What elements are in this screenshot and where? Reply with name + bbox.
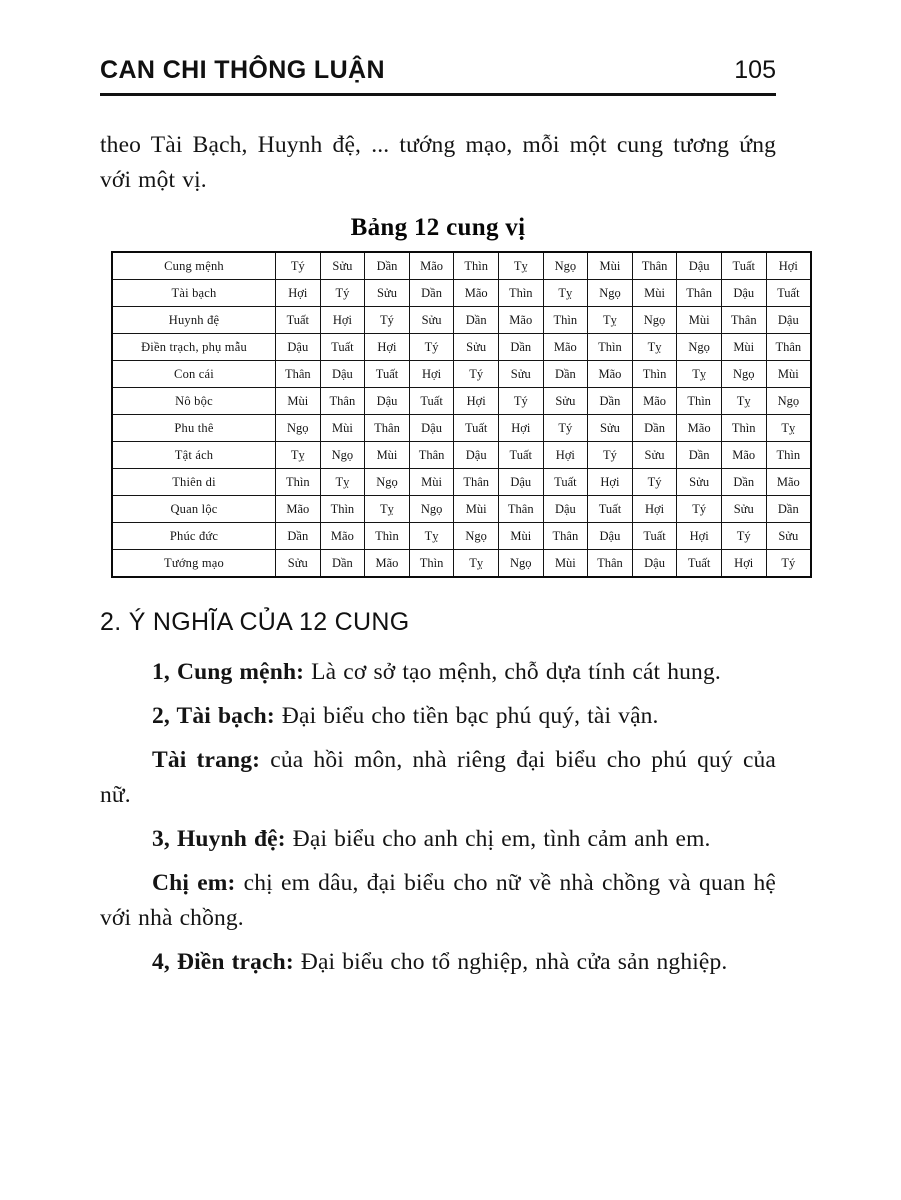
table-cell: Tỵ xyxy=(276,442,321,469)
table-cell: Ngọ xyxy=(721,361,766,388)
table-cell: Thân xyxy=(632,252,677,280)
table-cell: Thân xyxy=(721,307,766,334)
table-cell: Tuất xyxy=(543,469,588,496)
table-cell: Hợi xyxy=(632,496,677,523)
section-paragraph-label: Tài trang: xyxy=(152,747,261,773)
table-row xyxy=(112,361,811,388)
table-cell: Hợi xyxy=(588,469,633,496)
table-row xyxy=(112,550,811,578)
table-cell: Ngọ xyxy=(543,252,588,280)
table-cell: Tý xyxy=(721,523,766,550)
table-cell: Tỵ xyxy=(409,523,454,550)
table-row xyxy=(112,415,811,442)
table-cell: Hợi xyxy=(320,307,365,334)
table-cell: Tuất xyxy=(588,496,633,523)
table-cell: Sửu xyxy=(588,415,633,442)
table-cell: Hợi xyxy=(365,334,410,361)
table-cell: Tuất xyxy=(276,307,321,334)
section-paragraph-text: Là cơ sở tạo mệnh, chỗ dựa tính cát hung. xyxy=(304,659,721,685)
table-row-header: Nô bộc xyxy=(112,388,276,415)
table-row xyxy=(112,442,811,469)
table-row-header: Cung mệnh xyxy=(112,252,276,280)
table-cell: Sửu xyxy=(365,280,410,307)
table-cell: Thìn xyxy=(454,252,499,280)
table-cell: Thân xyxy=(276,361,321,388)
section-paragraph-label: 1, Cung mệnh: xyxy=(152,659,305,685)
table-cell: Ngọ xyxy=(677,334,722,361)
page-title: CAN CHI THÔNG LUẬN xyxy=(100,56,385,84)
section-paragraph xyxy=(100,743,776,813)
table-cell: Sửu xyxy=(320,252,365,280)
table-row xyxy=(112,280,811,307)
table-row xyxy=(112,388,811,415)
table-cell: Tý xyxy=(766,550,811,578)
table-cell: Mão xyxy=(276,496,321,523)
table-cell: Mùi xyxy=(588,252,633,280)
table-cell: Ngọ xyxy=(588,280,633,307)
table-cell: Ngọ xyxy=(409,496,454,523)
header-divider xyxy=(100,93,776,96)
table-cell: Sửu xyxy=(766,523,811,550)
table-cell: Mão xyxy=(454,280,499,307)
table-row xyxy=(112,496,811,523)
table-cell: Dần xyxy=(588,388,633,415)
table-cell: Dậu xyxy=(588,523,633,550)
table-cell: Hợi xyxy=(721,550,766,578)
table-row-header: Phúc đức xyxy=(112,523,276,550)
table-cell: Thìn xyxy=(365,523,410,550)
table-cell: Sửu xyxy=(543,388,588,415)
table-cell: Tý xyxy=(454,361,499,388)
table-cell: Dần xyxy=(320,550,365,578)
table-cell: Thân xyxy=(498,496,543,523)
table-cell: Thìn xyxy=(588,334,633,361)
table-cell: Sửu xyxy=(498,361,543,388)
table-cell: Sửu xyxy=(677,469,722,496)
section-paragraph xyxy=(100,866,776,936)
table-cell: Hợi xyxy=(766,252,811,280)
section-body-block xyxy=(100,655,776,989)
table-cell: Tuất xyxy=(677,550,722,578)
table-cell: Hợi xyxy=(454,388,499,415)
table-cell: Thân xyxy=(677,280,722,307)
table-cell: Dần xyxy=(276,523,321,550)
section-paragraph-text: Đại biểu cho anh chị em, tình cảm anh em. xyxy=(285,826,711,852)
table-row-header: Thiên di xyxy=(112,469,276,496)
table-cell: Mùi xyxy=(632,280,677,307)
table-cell: Ngọ xyxy=(276,415,321,442)
table-cell: Tuất xyxy=(454,415,499,442)
table-cell: Sửu xyxy=(632,442,677,469)
table-cell: Thìn xyxy=(498,280,543,307)
table-cell: Dần xyxy=(677,442,722,469)
table-cell: Ngọ xyxy=(632,307,677,334)
table-cell: Tý xyxy=(632,469,677,496)
table-cell: Dậu xyxy=(498,469,543,496)
table-cell: Mùi xyxy=(409,469,454,496)
table-cell: Hợi xyxy=(677,523,722,550)
table-cell: Thìn xyxy=(276,469,321,496)
table-cell: Dậu xyxy=(454,442,499,469)
table-cell: Mùi xyxy=(543,550,588,578)
table-cell: Mùi xyxy=(320,415,365,442)
cung-vi-table xyxy=(111,251,812,578)
intro-paragraph: theo Tài Bạch, Huynh đệ, ... tướng mạo, mỗi một cung tương ứng với một vị. xyxy=(100,132,776,193)
cung-vi-table-block xyxy=(100,214,802,578)
table-cell: Tỵ xyxy=(766,415,811,442)
section-paragraph-label: 3, Huynh đệ: xyxy=(152,826,286,852)
table-cell: Ngọ xyxy=(766,388,811,415)
table-cell: Tý xyxy=(409,334,454,361)
table-cell: Thìn xyxy=(409,550,454,578)
table-cell: Hợi xyxy=(543,442,588,469)
table-cell: Mùi xyxy=(454,496,499,523)
section-paragraph-label: 2, Tài bạch: xyxy=(152,703,275,729)
table-cell: Tý xyxy=(320,280,365,307)
table-cell: Thân xyxy=(320,388,365,415)
table-row xyxy=(112,523,811,550)
table-row xyxy=(112,469,811,496)
table-cell: Dậu xyxy=(276,334,321,361)
table-cell: Hợi xyxy=(409,361,454,388)
table-cell: Thân xyxy=(588,550,633,578)
table-cell: Dần xyxy=(409,280,454,307)
table-cell: Hợi xyxy=(276,280,321,307)
table-cell: Dậu xyxy=(766,307,811,334)
table-cell: Mão xyxy=(721,442,766,469)
table-cell: Sửu xyxy=(454,334,499,361)
table-row-header: Tướng mạo xyxy=(112,550,276,578)
table-cell: Dậu xyxy=(320,361,365,388)
table-cell: Thìn xyxy=(320,496,365,523)
section-paragraph-text: Đại biểu cho tiền bạc phú quý, tài vận. xyxy=(274,703,659,729)
section-paragraph xyxy=(100,699,776,734)
table-cell: Tỵ xyxy=(365,496,410,523)
table-cell: Tuất xyxy=(365,361,410,388)
table-cell: Tý xyxy=(365,307,410,334)
table-cell: Mùi xyxy=(677,307,722,334)
table-cell: Mão xyxy=(409,252,454,280)
table-cell: Tỵ xyxy=(498,252,543,280)
table-cell: Sửu xyxy=(409,307,454,334)
table-cell: Dần xyxy=(498,334,543,361)
table-cell: Mão xyxy=(766,469,811,496)
table-cell: Mùi xyxy=(276,388,321,415)
table-cell: Sửu xyxy=(721,496,766,523)
table-cell: Tuất xyxy=(721,252,766,280)
section-paragraph-text: của hồi môn, nhà riêng đại biểu cho phú quý của nữ. xyxy=(100,747,777,808)
table-row-header: Huynh đệ xyxy=(112,307,276,334)
table-cell: Dần xyxy=(721,469,766,496)
table-cell: Tuất xyxy=(320,334,365,361)
section-paragraph-text: Đại biểu cho tổ nghiệp, nhà cửa sản nghiệp. xyxy=(293,949,728,975)
table-cell: Thân xyxy=(543,523,588,550)
table-cell: Tỵ xyxy=(588,307,633,334)
table-cell: Ngọ xyxy=(320,442,365,469)
table-cell: Dậu xyxy=(632,550,677,578)
table-row-header: Tài bạch xyxy=(112,280,276,307)
table-cell: Tý xyxy=(588,442,633,469)
table-cell: Dần xyxy=(365,252,410,280)
table-cell: Dậu xyxy=(677,252,722,280)
table-cell: Dần xyxy=(766,496,811,523)
section-paragraph-label: Chị em: xyxy=(152,870,236,896)
table-cell: Mùi xyxy=(365,442,410,469)
section-heading: 2. Ý NGHĨA CỦA 12 CUNG xyxy=(100,608,410,636)
running-header xyxy=(100,56,776,85)
section-paragraph-label: 4, Điền trạch: xyxy=(152,949,294,975)
table-caption: Bảng 12 cung vị xyxy=(350,214,526,241)
section-paragraph xyxy=(100,655,776,690)
table-cell: Tý xyxy=(498,388,543,415)
table-cell: Dậu xyxy=(721,280,766,307)
table-row xyxy=(112,334,811,361)
table-cell: Tỵ xyxy=(721,388,766,415)
table-row-header: Quan lộc xyxy=(112,496,276,523)
table-cell: Mùi xyxy=(498,523,543,550)
table-row-header: Điền trạch, phụ mẫu xyxy=(112,334,276,361)
table-cell: Thân xyxy=(766,334,811,361)
table-cell: Tuất xyxy=(766,280,811,307)
table-cell: Thìn xyxy=(543,307,588,334)
table-cell: Tỵ xyxy=(320,469,365,496)
table-cell: Dậu xyxy=(543,496,588,523)
section-paragraph xyxy=(100,822,776,857)
intro-text-block xyxy=(100,128,776,207)
table-cell: Mùi xyxy=(766,361,811,388)
table-cell: Thân xyxy=(365,415,410,442)
table-cell: Ngọ xyxy=(365,469,410,496)
table-cell: Thìn xyxy=(766,442,811,469)
table-cell: Mão xyxy=(320,523,365,550)
table-cell: Mão xyxy=(632,388,677,415)
table-cell: Mão xyxy=(543,334,588,361)
table-cell: Sửu xyxy=(276,550,321,578)
table-cell: Tý xyxy=(276,252,321,280)
table-cell: Tý xyxy=(543,415,588,442)
page-number: 105 xyxy=(734,56,776,84)
table-cell: Tỵ xyxy=(543,280,588,307)
table-cell: Dậu xyxy=(365,388,410,415)
table-cell: Thìn xyxy=(721,415,766,442)
table-cell: Dần xyxy=(543,361,588,388)
table-cell: Mão xyxy=(498,307,543,334)
table-row-header: Con cái xyxy=(112,361,276,388)
table-cell: Dần xyxy=(632,415,677,442)
table-cell: Tỵ xyxy=(677,361,722,388)
table-cell: Mão xyxy=(677,415,722,442)
table-row-header: Phu thê xyxy=(112,415,276,442)
table-cell: Thân xyxy=(454,469,499,496)
section-paragraph-text: chị em dâu, đại biểu cho nữ về nhà chồng và quan hệ với nhà chồng. xyxy=(100,870,776,931)
table-cell: Dần xyxy=(454,307,499,334)
table-cell: Hợi xyxy=(498,415,543,442)
table-cell: Mão xyxy=(588,361,633,388)
table-row-header: Tật ách xyxy=(112,442,276,469)
table-cell: Thìn xyxy=(632,361,677,388)
table-cell: Ngọ xyxy=(454,523,499,550)
table-cell: Tuất xyxy=(498,442,543,469)
table-row xyxy=(112,307,811,334)
section-paragraph xyxy=(100,945,776,980)
table-cell: Mão xyxy=(365,550,410,578)
table-cell: Thân xyxy=(409,442,454,469)
table-row xyxy=(112,252,811,280)
table-cell: Mùi xyxy=(721,334,766,361)
table-cell: Tỵ xyxy=(454,550,499,578)
table-cell: Tý xyxy=(677,496,722,523)
table-cell: Ngọ xyxy=(498,550,543,578)
table-cell: Dậu xyxy=(409,415,454,442)
table-cell: Tỵ xyxy=(632,334,677,361)
table-cell: Thìn xyxy=(677,388,722,415)
table-cell: Tuất xyxy=(632,523,677,550)
table-cell: Tuất xyxy=(409,388,454,415)
